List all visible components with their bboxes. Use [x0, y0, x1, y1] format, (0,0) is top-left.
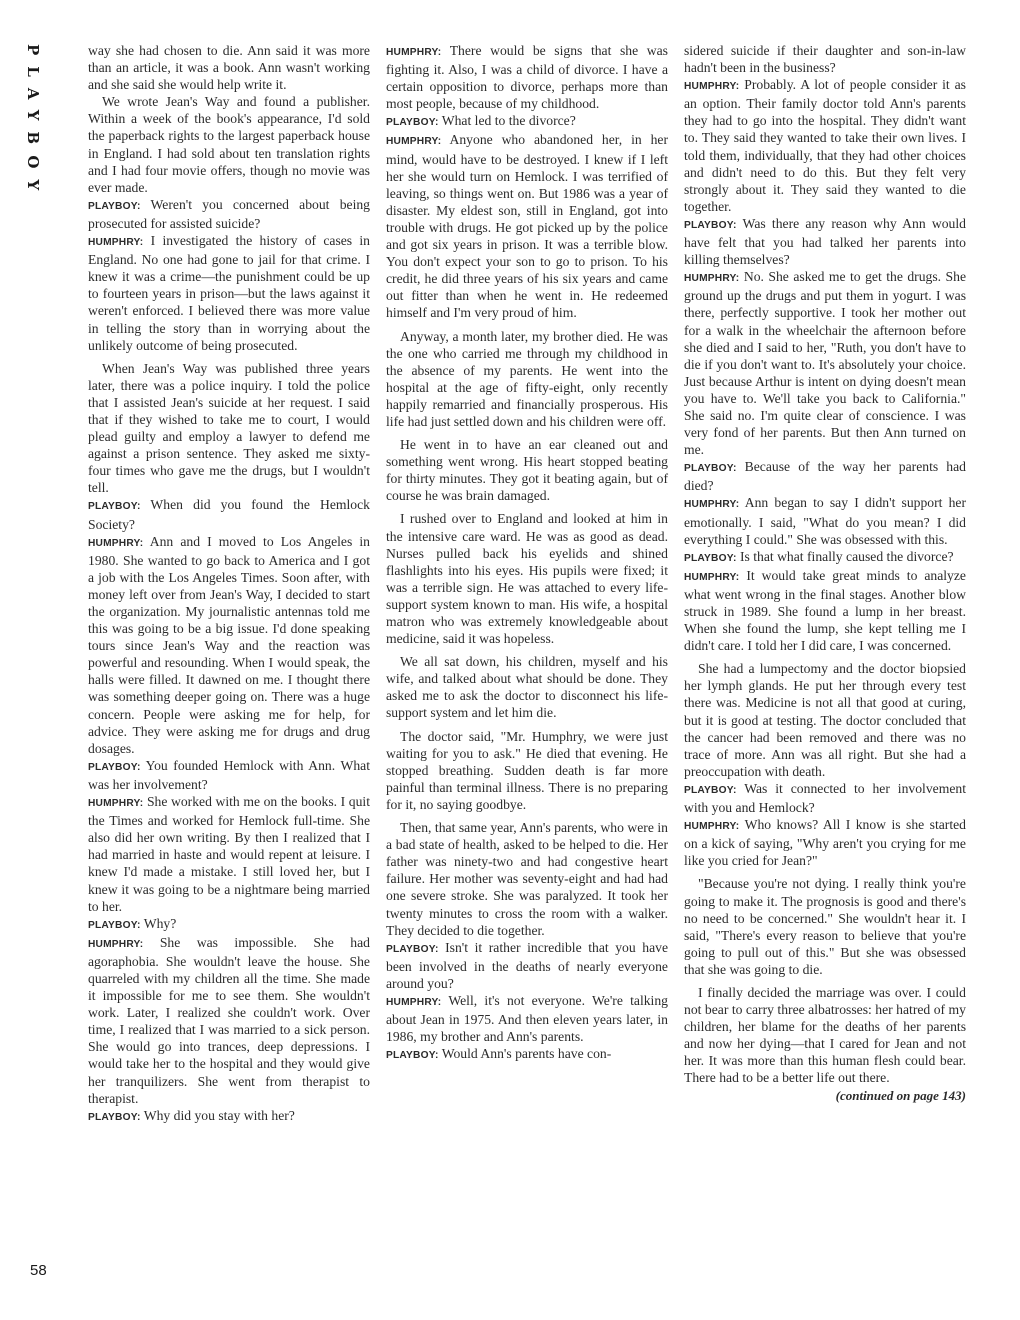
paragraph-text: Ann began to say I didn't support her emotionally. I said, "What do you mean? I did everything I could." She was obsessed with this.: [684, 495, 966, 547]
paragraph-text: Then, that same year, Ann's parents, who were in a bad state of health, asked to be helped to die. Her father was ninety-two and had congestive heart failure. Her mother was seventy-eight and had had one severe stroke. She was paralyzed. It took her twenty minutes to cross the room with a walker. They decided to die together.: [386, 820, 668, 938]
speaker-label: PLAYBOY:: [386, 1050, 439, 1062]
page-number: 58: [30, 1262, 47, 1279]
qa-paragraph: [684, 215, 966, 268]
qa-paragraph: [88, 915, 370, 934]
body-paragraph: [386, 510, 668, 647]
body-paragraph: [684, 984, 966, 1087]
paragraph-text: No. She asked me to get the drugs. She ground up the drugs and put them in yogurt. I was there, perfectly supportive. I took her mother out for a walk in the wheelchair the afternoon before she died and I said to her, "Ruth, you don't have to die if you don't want to. It's absolutely your choice. Just because Arthur is intent on dying doesn't mean you have to. We'll take you back to California." She said no. I'm quite clear of conscience. I was very fond of her parents. But then Ann turned on me.: [684, 269, 966, 458]
paragraph-text: Ann and I moved to Los Angeles in 1980. She wanted to go back to America and I got a job with the Los Angeles Times. Soon after, with money left over from Jean's Way, I decided to start the organization. My journalistic antennas told me this was going to be a big issue. I'd done speaking tours since Jean's Way and the reaction was powerful and resounding. When I would speak, the halls were filled. It dawned on me. I thought there was something deeper going on. There was a huge concern. People were asking me for help, for advice. They were asking me for drugs and drug dosages.: [88, 533, 370, 756]
qa-paragraph: [88, 196, 370, 232]
body-paragraph: [386, 728, 668, 813]
qa-paragraph: [88, 934, 370, 1107]
body-paragraph: [386, 653, 668, 721]
paragraph-text: The doctor said, "Mr. Humphry, we were just waiting for you to ask." He died that evening. He stopped breathing. Sudden death is far more painful than terminal illness. There is no preparing for it, no saying goodbye.: [386, 728, 668, 812]
text-column-1: [88, 42, 370, 1126]
qa-paragraph: [386, 112, 668, 131]
paragraph-text: "Because you're not dying. I really think you're going to make it. The prognosis is good and there's no need to be concerned." She wouldn't hear it. I said, "There's every reason to believe that you're going to pull out of this." But she was obsessed that she was going to die.: [684, 876, 966, 977]
paragraph-text: Was there any reason why Ann would have felt that you had talked her parents into killing themselves?: [684, 215, 966, 268]
qa-paragraph: [684, 816, 966, 869]
continued-on-page-note: (continued on page 143): [835, 1087, 966, 1103]
speaker-label: HUMPHRY:: [88, 237, 144, 249]
speaker-label: PLAYBOY:: [386, 943, 439, 955]
speaker-label: HUMPHRY:: [88, 938, 144, 950]
speaker-label: HUMPHRY:: [386, 996, 442, 1008]
paragraph-text: Because of the way her parents had died?: [684, 459, 966, 494]
paragraph-text: Well, it's not everyone. We're talking about Jean in 1975. And then eleven years later, in 1986, my brother and Ann's parents.: [386, 992, 668, 1045]
qa-paragraph: [684, 458, 966, 494]
qa-paragraph: [88, 757, 370, 793]
speaker-label: PLAYBOY:: [684, 784, 737, 796]
qa-paragraph: [684, 780, 966, 816]
paragraph-text: Probably. A lot of people consider it as an option. Their family doctor told Ann's parents they had to go into the hospital. They didn't want to. They said they wanted to take their own lives. I told them, individually, that they had other choices and didn't need to do this. But they felt very strongly about it. They said they wanted to die together.: [684, 77, 966, 214]
paragraph-text: She had a lumpectomy and the doctor biopsied her lymph glands. He put her through every test there was. Medicine is not all that good at curing, but it is good at testing. The doctor concluded that the cancer had been removed and there was no trace of more. Ann was all right. But she had a preoccupation with death.: [684, 661, 966, 779]
paragraph-text: I investigated the history of cases in England. No one had gone to jail for that crime. I knew it was a crime—the punishment could be up to fourteen years in prison—but the laws against it weren't enforced. I believed there was more value in telling the story than in worrying about the unlikely outcome of being prosecuted.: [88, 233, 370, 353]
qa-paragraph: [88, 1107, 370, 1126]
body-paragraph: [88, 360, 370, 497]
paragraph-text: Why?: [140, 915, 177, 931]
text-column-3: [684, 42, 966, 1104]
qa-paragraph: [684, 548, 966, 567]
qa-paragraph: [684, 268, 966, 458]
paragraph-text: sidered suicide if their daughter and son-in-law hadn't been in the business?: [684, 43, 966, 76]
qa-paragraph: [386, 1045, 668, 1064]
speaker-label: PLAYBOY:: [88, 919, 141, 931]
body-paragraph: [88, 93, 370, 196]
speaker-label: HUMPHRY:: [386, 136, 442, 148]
speaker-label: PLAYBOY:: [684, 463, 737, 475]
qa-paragraph: [88, 496, 370, 532]
qa-paragraph: [386, 42, 668, 112]
qa-paragraph: [88, 533, 370, 757]
speaker-label: PLAYBOY:: [88, 501, 141, 513]
magazine-masthead-vertical: [26, 44, 48, 224]
body-paragraph: [386, 436, 668, 504]
paragraph-text: You founded Hemlock with Ann. What was her involvement?: [88, 757, 370, 792]
paragraph-text: It would take great minds to analyze what went wrong in the final stages. Another blow struck in 1989. She found a lump in her breast. When she found the lump, she kept telling me I didn't care. I told her I did care, I was concerned.: [684, 567, 966, 654]
speaker-label: HUMPHRY:: [88, 798, 144, 810]
speaker-label: PLAYBOY:: [88, 761, 141, 773]
paragraph-text: Anyway, a month later, my brother died. He was the one who carried me through my childhood in the absence of my parents. He went into the hospital at the age of fifty-eight, only recently happily remarried and financially prosperous. His life had just settled down and his children were off.: [386, 328, 668, 429]
paragraph-text: When Jean's Way was published three years later, there was a police inquiry. I told the police that I assisted Jean's suicide at her request. I said that if they wished to take me to court, I would plead guilty and employ a lawyer to defend me against a prison sentence. They asked me sixty-four times who gave me the drugs, but I wouldn't tell.: [88, 360, 370, 496]
magazine-name: PLAYBOY: [24, 44, 42, 202]
qa-paragraph: [386, 992, 668, 1045]
speaker-label: PLAYBOY:: [88, 200, 141, 212]
paragraph-text: Anyone who abandoned her, in her mind, would have to be destroyed. I knew if I left her she would turn on Hemlock. I was terrified of leaving, so things went on. But 1986 was a year of disaster. My eldest son, still in England, got into trouble with drugs. He got picked up by the police and got six years in prison. It was a terrible blow. You don't expect your son to go to prison. To his credit, he did three years of his six years and came out fitter than when he went in. He redeemed himself and I'm very proud of him.: [386, 132, 668, 321]
speaker-label: HUMPHRY:: [684, 571, 740, 583]
speaker-label: PLAYBOY:: [684, 552, 737, 564]
body-paragraph: [684, 875, 966, 978]
qa-paragraph: [386, 131, 668, 321]
qa-paragraph: [684, 567, 966, 654]
body-paragraph: [386, 819, 668, 939]
speaker-label: HUMPHRY:: [88, 537, 144, 549]
speaker-label: PLAYBOY:: [386, 117, 439, 129]
paragraph-text: I rushed over to England and looked at him in the intensive care ward. He was as good as dead. Nurses pulled back his eyelids and shined flashlights into his eyes. His pupils were fixed; it was a terrible sign. He was attached to every life-support system known to man. His wife, a hospital matron who was extremely knowledgeable about medicine, said it was hopeless.: [386, 511, 668, 647]
paragraph-text: Would Ann's parents have con-: [438, 1046, 612, 1062]
body-paragraph: [684, 42, 966, 76]
body-paragraph: [88, 42, 370, 93]
qa-paragraph: [386, 939, 668, 992]
paragraph-text: Who knows? All I know is she started on a kick of saying, "Why aren't you crying for me like you cried for Jean?": [684, 817, 966, 869]
speaker-label: PLAYBOY:: [88, 1111, 141, 1123]
speaker-label: HUMPHRY:: [684, 821, 740, 833]
paragraph-text: When did you found the Hemlock Society?: [88, 497, 370, 532]
qa-paragraph: [88, 793, 370, 915]
body-paragraph: [386, 328, 668, 431]
paragraph-text: We all sat down, his children, myself and his wife, and talked about what should be done. They asked me to ask the doctor to disconnect his life-support system and let him die.: [386, 654, 668, 721]
qa-paragraph: [684, 494, 966, 547]
paragraph-text: What led to the divorce?: [438, 113, 576, 129]
paragraph-text: Was it connected to her involvement with you and Hemlock?: [684, 780, 966, 816]
speaker-label: HUMPHRY:: [684, 499, 740, 511]
paragraph-text: Isn't it rather incredible that you have been involved in the deaths of nearly everyone around you?: [386, 939, 668, 991]
paragraph-text: We wrote Jean's Way and found a publisher. Within a week of the book's appearance, I'd sold the paperback rights to the largest paperback house in England. I had sold about ten translation rights and I had four movie offers, though no movie was ever made.: [88, 94, 370, 195]
speaker-label: HUMPHRY:: [386, 47, 442, 58]
speaker-label: HUMPHRY:: [684, 273, 740, 285]
paragraph-text: way she had chosen to die. Ann said it was more than an article, it was a book. Ann wasn't working and she said she would help write it.: [88, 43, 370, 93]
paragraph-text: She was impossible. She had agoraphobia. She wouldn't leave the house. She quarreled with my children all the time. She made it impossible for me to see them. She wouldn't work. Later, I realized she couldn't work. Over time, I realized that I was married to a sick person. She would go into trances, deep depressions. I would take her to the hospital and they would give her tranquilizers. She went from therapist to therapist.: [88, 934, 370, 1106]
paragraph-text: There would be signs that she was fighting it. Also, I was a child of divorce. I have a certain opposition to divorce, perhaps more than most people, because of my childhood.: [386, 43, 668, 112]
paragraph-text: Why did you stay with her?: [140, 1107, 295, 1123]
paragraph-text: He went in to have an ear cleaned out and something went wrong. His heart stopped beating for thirty minutes. They got it beating again, but of course he was brain damaged.: [386, 437, 668, 504]
qa-paragraph: [88, 232, 370, 354]
speaker-label: PLAYBOY:: [684, 219, 737, 231]
paragraph-text: She worked with me on the books. I quit the Times and worked for Hemlock full-time. She also did her own writing. By then I realized that I had married in haste and would repent at leisure. I knew I'd made a mistake. I still loved her, but I knew it was going to be a nightmare being married to her.: [88, 794, 370, 914]
paragraph-text: Weren't you concerned about being prosecuted for assisted suicide?: [88, 196, 370, 231]
text-column-2: [386, 42, 668, 1064]
speaker-label: HUMPHRY:: [684, 81, 740, 93]
qa-paragraph: [684, 76, 966, 215]
paragraph-text: I finally decided the marriage was over. I could not bear to carry three albatrosses: her hatred of my children, her blame for the deaths of her parents and now her dying—that I cared for Jean and not her. It was more than this human flesh could bear. There had to be a better life out there.: [684, 984, 966, 1086]
body-paragraph: [684, 660, 966, 780]
paragraph-text: Is that what finally caused the divorce?: [736, 548, 954, 564]
